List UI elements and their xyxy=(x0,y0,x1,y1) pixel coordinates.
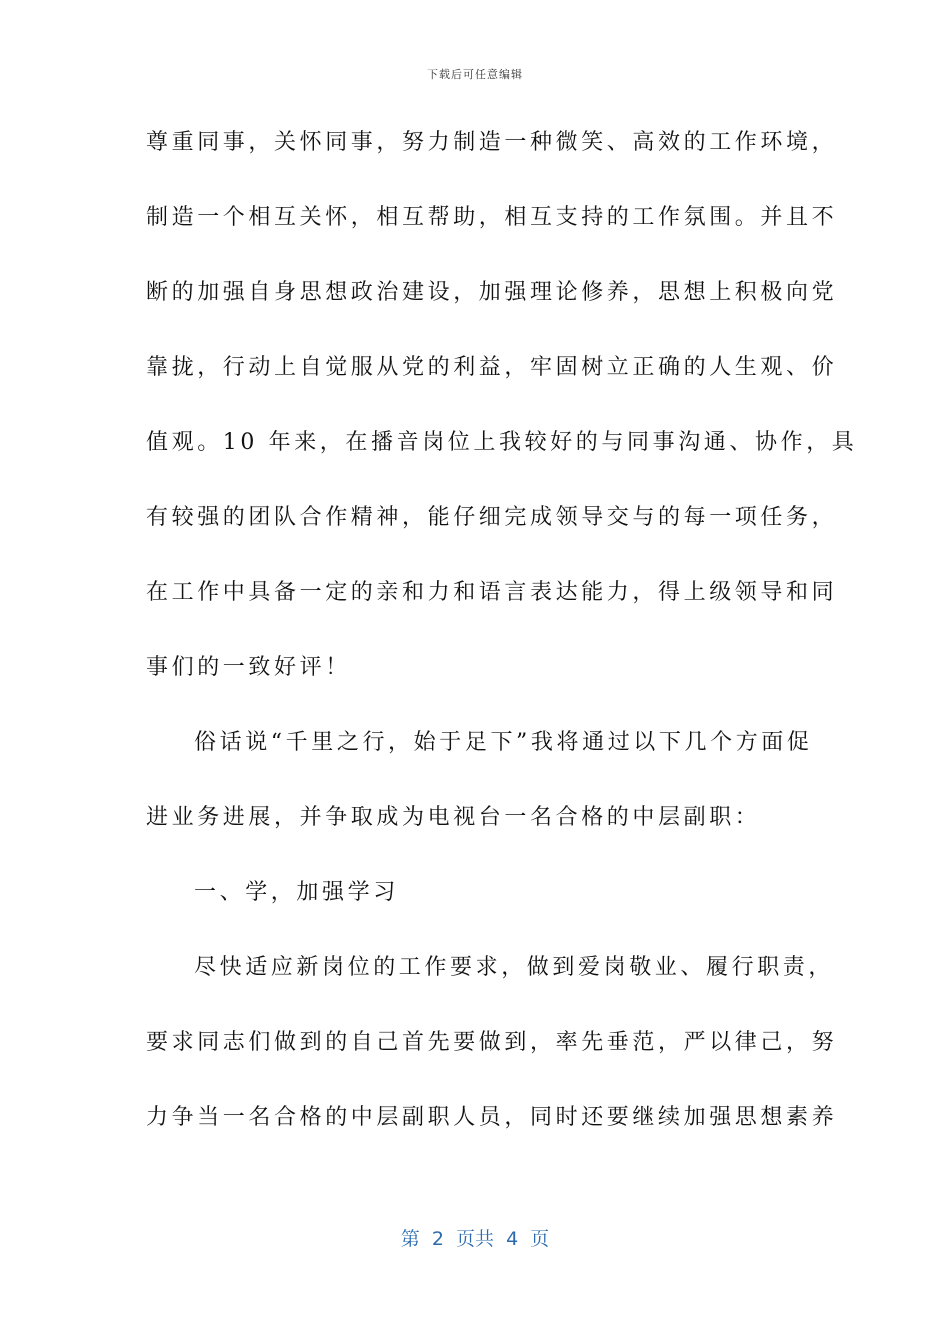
text-line: 事们的一致好评！ xyxy=(146,655,351,680)
text-line: 值观。10 年来，在播音岗位上我较好的与同事沟通、协作，具 xyxy=(146,430,858,455)
section-heading: 一、学，加强学习 xyxy=(194,880,399,905)
paragraph-start-line: 尽快适应新岗位的工作要求，做到爱岗敬业、履行职责， xyxy=(194,955,835,980)
text-line: 进业务进展，并争取成为电视台一名合格的中层副职： xyxy=(146,805,761,830)
document-body xyxy=(146,118,858,1168)
text-line: 要求同志们做到的自己首先要做到，率先垂范，严以律己，努 xyxy=(146,1030,838,1055)
text-line: 断的加强自身思想政治建设，加强理论修养，思想上积极向党 xyxy=(146,280,838,305)
text-line: 制造一个相互关怀，相互帮助，相互支持的工作氛围。并且不 xyxy=(146,205,838,230)
text-line: 靠拢，行动上自觉服从党的利益，牢固树立正确的人生观、价 xyxy=(146,355,838,380)
text-line: 在工作中具备一定的亲和力和语言表达能力，得上级领导和同 xyxy=(146,580,838,605)
text-line: 力争当一名合格的中层副职人员，同时还要继续加强思想素养 xyxy=(146,1105,838,1130)
text-line: 尊重同事，关怀同事，努力制造一种微笑、高效的工作环境， xyxy=(146,130,838,155)
page-header-note: 下载后可任意编辑 xyxy=(427,68,523,81)
text-line: 有较强的团队合作精神，能仔细完成领导交与的每一项任务， xyxy=(146,505,838,530)
page-number-footer: 第 2 页共 4 页 xyxy=(400,1228,550,1250)
paragraph-start-line: 俗话说“千里之行，始于足下”我将通过以下几个方面促 xyxy=(194,730,813,755)
